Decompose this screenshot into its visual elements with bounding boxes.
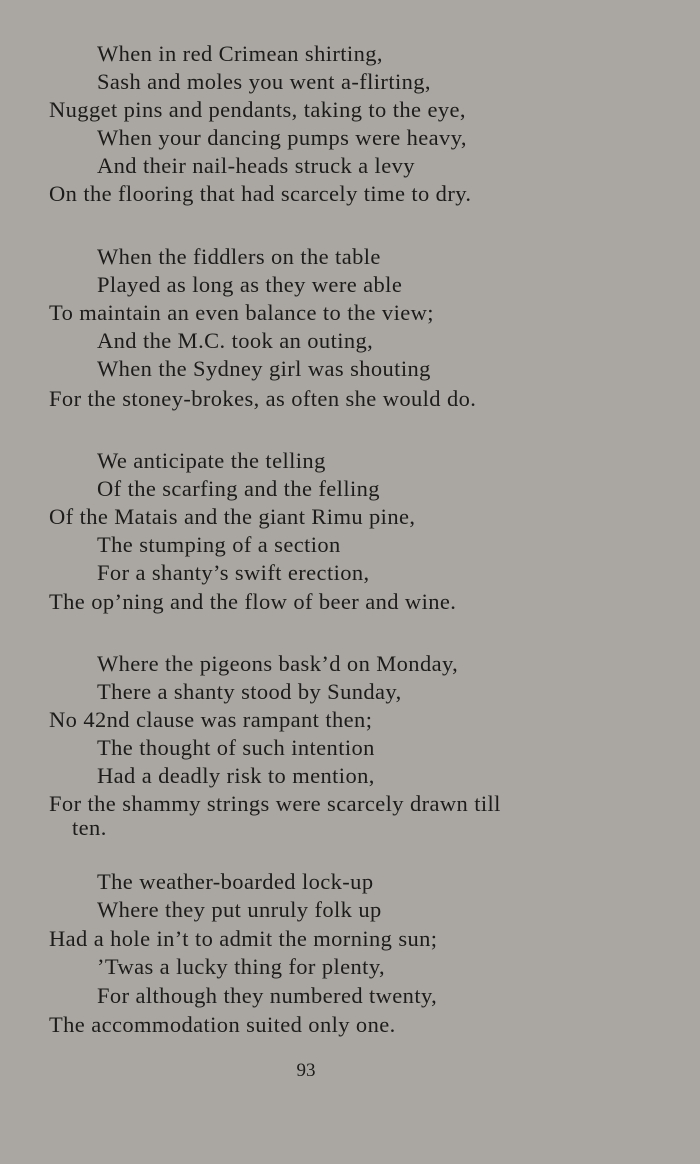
poem-line: And their nail-heads struck a levy [97, 153, 415, 178]
poem-line: Where the pigeons bask’d on Monday, [97, 651, 459, 676]
poem-line: Where they put unruly folk up [97, 897, 382, 922]
poem-line: For a shanty’s swift erection, [97, 560, 370, 585]
poem-line: We anticipate the telling [97, 448, 326, 473]
poem-line: No 42nd clause was rampant then; [49, 707, 373, 732]
poem-line: Played as long as they were able [97, 272, 403, 297]
poem-line: Nugget pins and pendants, taking to the eye, [49, 97, 466, 122]
poem-line-continuation: ten. [72, 815, 107, 840]
poem-line: When the Sydney girl was shouting [97, 356, 431, 381]
poem-line: There a shanty stood by Sunday, [97, 679, 402, 704]
poem-line: Had a hole in’t to admit the morning sun; [49, 926, 438, 951]
poem-line: Sash and moles you went a-flirting, [97, 69, 431, 94]
poem-line: For the stoney-brokes, as often she would do. [49, 386, 477, 411]
poem-line: The weather-boarded lock-up [97, 869, 374, 894]
poem-line: ’Twas a lucky thing for plenty, [97, 954, 386, 979]
poem-line: When in red Crimean shirting, [97, 41, 383, 66]
poem-line: The op’ning and the flow of beer and wine. [49, 589, 457, 614]
poem-line: For although they numbered twenty, [97, 983, 438, 1008]
poem-line: For the shammy strings were scarcely drawn till [49, 791, 501, 816]
poem-line: On the flooring that had scarcely time to dry. [49, 181, 472, 206]
poem-line: The accommodation suited only one. [49, 1012, 396, 1037]
poem-line: To maintain an even balance to the view; [49, 300, 434, 325]
poem-line: Had a deadly risk to mention, [97, 763, 375, 788]
poem-line: And the M.C. took an outing, [97, 328, 374, 353]
page-number: 93 [296, 1060, 316, 1081]
poem-line: When your dancing pumps were heavy, [97, 125, 467, 150]
poem-line: The stumping of a section [97, 532, 341, 557]
poem-line: Of the Matais and the giant Rimu pine, [49, 504, 416, 529]
poem-line: Of the scarfing and the felling [97, 476, 380, 501]
poem-line: The thought of such intention [97, 735, 375, 760]
poem-line: When the fiddlers on the table [97, 244, 381, 269]
